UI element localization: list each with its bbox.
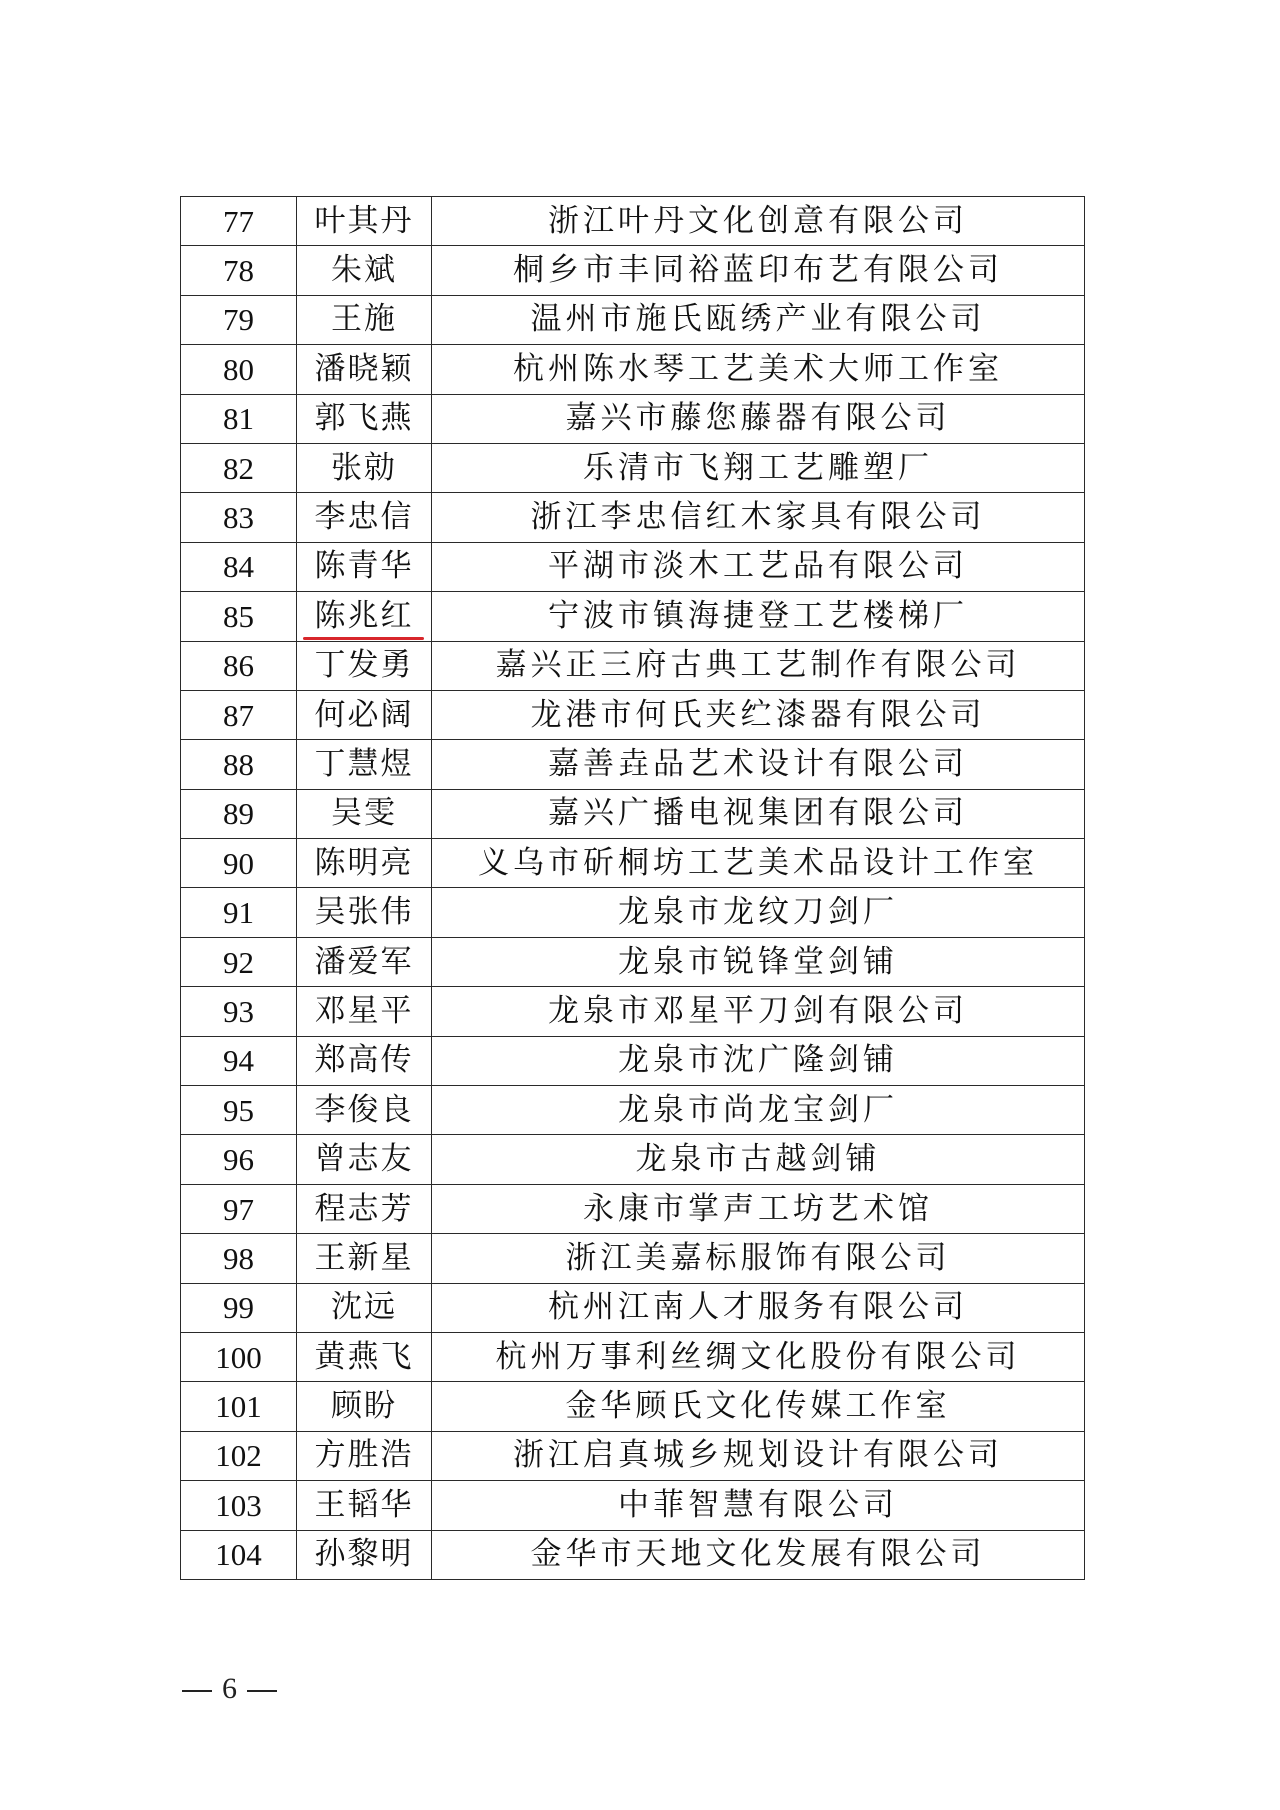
name-text: 何必阔: [314, 696, 414, 733]
name-text: 方胜浩: [314, 1437, 414, 1474]
table-row: [181, 1530, 1085, 1579]
name-text: 李忠信: [314, 499, 414, 536]
organization-cell: 平湖市淡木工艺品有限公司: [432, 542, 1085, 591]
name-cell: [297, 1036, 432, 1085]
table-row: [181, 1481, 1085, 1530]
table-row: [181, 690, 1085, 739]
row-number-cell: 92: [181, 937, 297, 986]
name-cell: [297, 888, 432, 937]
organization-cell: 嘉善垚品艺术设计有限公司: [432, 740, 1085, 789]
organization-cell: 浙江李忠信红木家具有限公司: [432, 493, 1085, 542]
underlined-name: 陈兆红: [314, 597, 414, 634]
table-row: [181, 1431, 1085, 1480]
row-number-cell: 101: [181, 1382, 297, 1431]
table-row: [181, 197, 1085, 246]
organization-cell: 宁波市镇海捷登工艺楼梯厂: [432, 592, 1085, 641]
name-text: 曾志友: [314, 1141, 414, 1178]
table-row: [181, 740, 1085, 789]
row-number-cell: 80: [181, 345, 297, 394]
name-cell: [297, 197, 432, 246]
name-cell: [297, 493, 432, 542]
organization-cell: 龙泉市沈广隆剑铺: [432, 1036, 1085, 1085]
name-text: 王施: [331, 301, 397, 338]
table-row: [181, 246, 1085, 295]
table-row: [181, 1382, 1085, 1431]
table-row: [181, 839, 1085, 888]
roster-table: [180, 196, 1085, 1580]
table-row: [181, 493, 1085, 542]
name-text: 黄燕飞: [314, 1338, 414, 1375]
name-text: 王新星: [314, 1239, 414, 1276]
organization-cell: 嘉兴市藤您藤器有限公司: [432, 394, 1085, 443]
row-number-cell: 98: [181, 1234, 297, 1283]
name-cell: [297, 740, 432, 789]
name-cell: [297, 1431, 432, 1480]
table-row: [181, 295, 1085, 344]
name-cell: [297, 1086, 432, 1135]
row-number-cell: 90: [181, 839, 297, 888]
name-cell: [297, 345, 432, 394]
name-text: 陈青华: [314, 548, 414, 585]
roster-table-body: [181, 197, 1085, 1580]
name-text: 朱斌: [331, 252, 397, 289]
row-number-cell: 95: [181, 1086, 297, 1135]
name-text: 王韬华: [314, 1486, 414, 1523]
name-text: 郭飞燕: [314, 400, 414, 437]
name-cell: [297, 394, 432, 443]
name-text: 张勍: [331, 449, 397, 486]
name-cell: [297, 1332, 432, 1381]
name-cell: [297, 987, 432, 1036]
organization-cell: 浙江美嘉标服饰有限公司: [432, 1234, 1085, 1283]
row-number-cell: 83: [181, 493, 297, 542]
table-row: [181, 888, 1085, 937]
organization-cell: 金华市天地文化发展有限公司: [432, 1530, 1085, 1579]
name-cell: [297, 295, 432, 344]
table-row: [181, 345, 1085, 394]
name-text: 吴张伟: [314, 894, 414, 931]
name-cell: [297, 542, 432, 591]
row-number-cell: 96: [181, 1135, 297, 1184]
name-text: 陈明亮: [314, 844, 414, 881]
organization-cell: 杭州江南人才服务有限公司: [432, 1283, 1085, 1332]
name-text: 潘爱军: [314, 943, 414, 980]
name-cell: [297, 789, 432, 838]
organization-cell: 义乌市斫桐坊工艺美术品设计工作室: [432, 839, 1085, 888]
table-row: [181, 1234, 1085, 1283]
row-number-cell: 84: [181, 542, 297, 591]
name-cell: [297, 839, 432, 888]
name-text: 程志芳: [314, 1190, 414, 1227]
organization-cell: 浙江启真城乡规划设计有限公司: [432, 1431, 1085, 1480]
table-row: [181, 443, 1085, 492]
table-row: [181, 1135, 1085, 1184]
row-number-cell: 87: [181, 690, 297, 739]
name-text: 丁慧煜: [314, 745, 414, 782]
organization-cell: 龙泉市尚龙宝剑厂: [432, 1086, 1085, 1135]
name-cell: [297, 1234, 432, 1283]
row-number-cell: 104: [181, 1530, 297, 1579]
name-text: 孙黎明: [314, 1536, 414, 1573]
row-number-cell: 100: [181, 1332, 297, 1381]
name-text: 叶其丹: [314, 202, 414, 239]
organization-cell: 温州市施氏瓯绣产业有限公司: [432, 295, 1085, 344]
table-row: [181, 1184, 1085, 1233]
name-text: 沈远: [331, 1289, 397, 1326]
organization-cell: 嘉兴广播电视集团有限公司: [432, 789, 1085, 838]
footer-dash-right: [247, 1690, 277, 1692]
table-row: [181, 542, 1085, 591]
row-number-cell: 97: [181, 1184, 297, 1233]
table-row: [181, 641, 1085, 690]
organization-cell: 乐清市飞翔工艺雕塑厂: [432, 443, 1085, 492]
organization-cell: 杭州陈水琴工艺美术大师工作室: [432, 345, 1085, 394]
name-text: 顾盼: [331, 1388, 397, 1425]
table-row: [181, 592, 1085, 641]
name-cell: [297, 1283, 432, 1332]
organization-cell: 龙泉市古越剑铺: [432, 1135, 1085, 1184]
organization-cell: 嘉兴正三府古典工艺制作有限公司: [432, 641, 1085, 690]
table-row: [181, 987, 1085, 1036]
name-cell: [297, 246, 432, 295]
name-cell: [297, 641, 432, 690]
name-cell: [297, 690, 432, 739]
row-number-cell: 85: [181, 592, 297, 641]
row-number-cell: 94: [181, 1036, 297, 1085]
table-row: [181, 937, 1085, 986]
footer-dash-left: [182, 1690, 212, 1692]
organization-cell: 永康市掌声工坊艺术馆: [432, 1184, 1085, 1233]
organization-cell: 浙江叶丹文化创意有限公司: [432, 197, 1085, 246]
organization-cell: 龙港市何氏夹纻漆器有限公司: [432, 690, 1085, 739]
organization-cell: 龙泉市龙纹刀剑厂: [432, 888, 1085, 937]
row-number-cell: 79: [181, 295, 297, 344]
organization-cell: 桐乡市丰同裕蓝印布艺有限公司: [432, 246, 1085, 295]
name-cell: [297, 1481, 432, 1530]
name-cell: [297, 443, 432, 492]
name-text: 丁发勇: [314, 647, 414, 684]
page-number: 6: [222, 1672, 237, 1705]
table-row: [181, 1283, 1085, 1332]
table-row: [181, 1332, 1085, 1381]
table-row: [181, 1036, 1085, 1085]
organization-cell: 中菲智慧有限公司: [432, 1481, 1085, 1530]
organization-cell: 金华顾氏文化传媒工作室: [432, 1382, 1085, 1431]
row-number-cell: 78: [181, 246, 297, 295]
page-footer: [172, 1672, 287, 1706]
row-number-cell: 93: [181, 987, 297, 1036]
table-row: [181, 1086, 1085, 1135]
name-text: 邓星平: [314, 992, 414, 1029]
name-cell: [297, 1135, 432, 1184]
organization-cell: 杭州万事利丝绸文化股份有限公司: [432, 1332, 1085, 1381]
name-text: 郑高传: [314, 1042, 414, 1079]
name-text: 吴雯: [331, 795, 397, 832]
row-number-cell: 77: [181, 197, 297, 246]
row-number-cell: 88: [181, 740, 297, 789]
row-number-cell: 81: [181, 394, 297, 443]
name-cell: [297, 1184, 432, 1233]
name-text: 李俊良: [314, 1091, 414, 1128]
table-row: [181, 394, 1085, 443]
row-number-cell: 103: [181, 1481, 297, 1530]
row-number-cell: 102: [181, 1431, 297, 1480]
name-text: 潘晓颖: [314, 350, 414, 387]
row-number-cell: 99: [181, 1283, 297, 1332]
name-cell: [297, 1382, 432, 1431]
name-cell: [297, 937, 432, 986]
organization-cell: 龙泉市邓星平刀剑有限公司: [432, 987, 1085, 1036]
table-row: [181, 789, 1085, 838]
row-number-cell: 89: [181, 789, 297, 838]
organization-cell: 龙泉市锐锋堂剑铺: [432, 937, 1085, 986]
row-number-cell: 91: [181, 888, 297, 937]
name-cell: [297, 1530, 432, 1579]
name-cell: [297, 592, 432, 641]
row-number-cell: 82: [181, 443, 297, 492]
row-number-cell: 86: [181, 641, 297, 690]
